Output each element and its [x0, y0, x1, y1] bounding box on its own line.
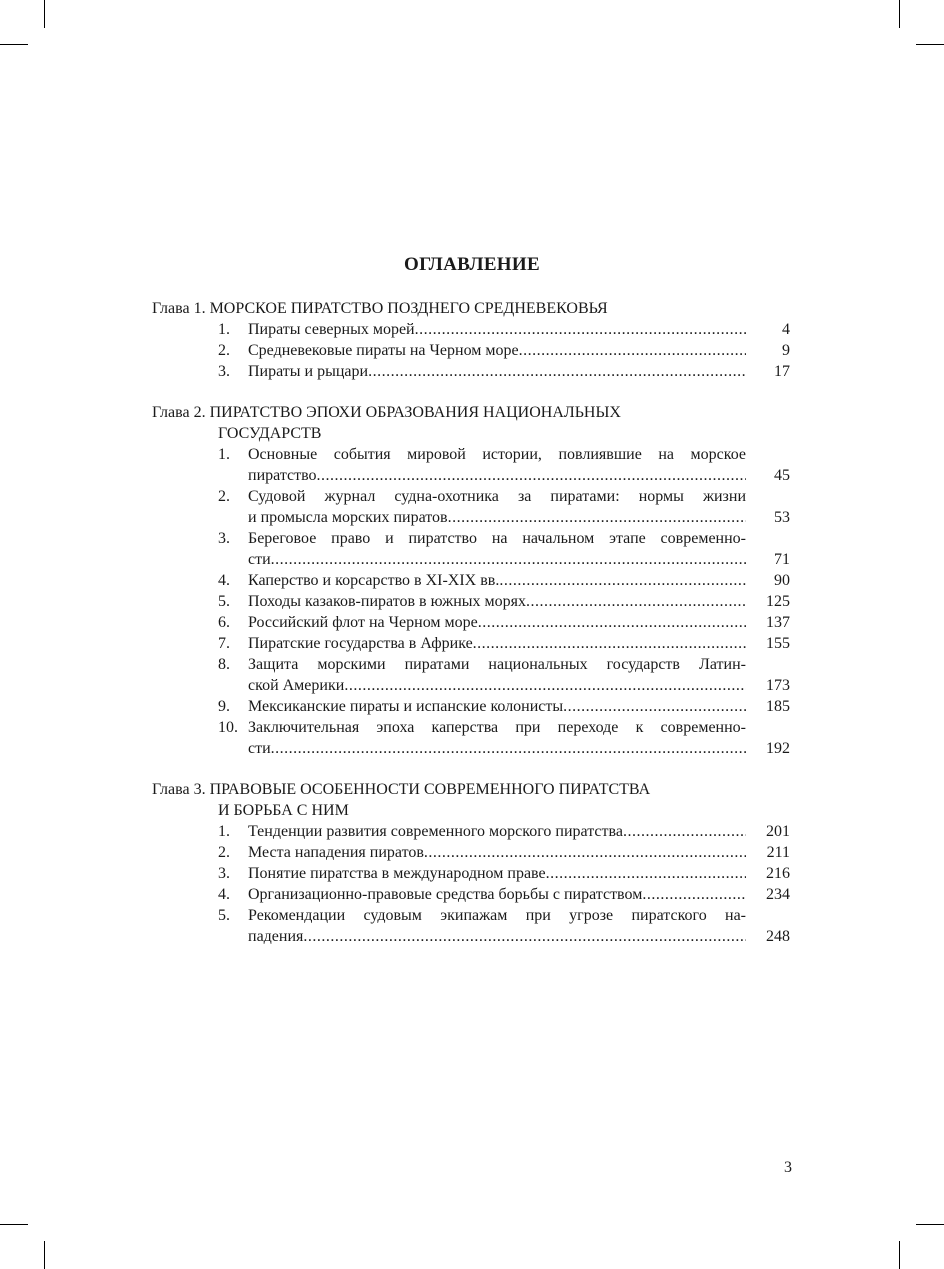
entry-page-number: 192: [766, 740, 790, 757]
page-number: 3: [784, 1159, 792, 1176]
crop-mark-bottom-right-h: [916, 1224, 944, 1225]
chapter-heading: [152, 402, 792, 423]
toc-entry[interactable]: [152, 633, 792, 654]
entry-page-number: 211: [766, 844, 790, 861]
entry-line: Заключительная эпоха каперства при переходе к современно-: [248, 719, 746, 736]
entry-number: 1.: [218, 446, 230, 463]
entry-page-number: 155: [766, 635, 790, 652]
dot-leader: [642, 884, 746, 905]
toc-entry[interactable]: [152, 884, 792, 905]
crop-mark-top-right-h: [916, 44, 944, 45]
toc-entry[interactable]: [152, 654, 792, 696]
toc-entry[interactable]: [152, 905, 792, 947]
entry-page-number: 137: [766, 614, 790, 631]
chapter-3: [152, 779, 792, 947]
entry-leader-line: [248, 738, 746, 759]
entry-title: пиратство: [248, 467, 317, 484]
entry-leader-line: [248, 675, 746, 696]
toc-entry[interactable]: [152, 612, 792, 633]
toc-entry[interactable]: [152, 361, 792, 382]
entry-page-number: 9: [782, 342, 790, 359]
dot-leader: [424, 842, 746, 863]
entry-text: [248, 654, 746, 696]
chapter-prefix: Глава 2.: [152, 404, 206, 421]
entry-page-number: 53: [774, 509, 790, 526]
crop-mark-bottom-left-h: [0, 1224, 28, 1225]
entry-title: Каперство и корсарство в XI-XIX вв.: [248, 572, 500, 589]
entry-number: 5.: [218, 593, 230, 610]
crop-mark-top-left-v: [44, 0, 45, 28]
entry-text: [248, 821, 746, 842]
entry-number: 4.: [218, 886, 230, 903]
chapter-1: [152, 298, 792, 382]
entry-leader-line: [248, 549, 746, 570]
entry-leader-line: [248, 696, 746, 717]
chapter-title-continued: И БОРЬБА С НИМ: [218, 802, 349, 819]
entry-number: 5.: [218, 907, 230, 924]
dot-leader: [344, 675, 746, 696]
entry-text: [248, 905, 746, 947]
entry-leader-line: [248, 591, 746, 612]
toc-entry[interactable]: [152, 528, 792, 570]
entry-leader-line: [248, 612, 746, 633]
entry-number: 6.: [218, 614, 230, 631]
entry-title: ской Америки: [248, 677, 345, 694]
section-list: [152, 319, 792, 382]
entry-text: [248, 486, 746, 528]
entry-number: 10.: [218, 719, 238, 736]
entry-text: [248, 444, 746, 486]
entry-number: 8.: [218, 656, 230, 673]
toc-entry[interactable]: [152, 863, 792, 884]
crop-mark-bottom-right-v: [899, 1241, 900, 1269]
dot-leader: [271, 738, 746, 759]
entry-number: 2.: [218, 342, 230, 359]
toc-entry[interactable]: [152, 444, 792, 486]
entry-page-number: 17: [774, 363, 790, 380]
toc-entry[interactable]: [152, 570, 792, 591]
entry-number: 2.: [218, 844, 230, 861]
entry-page-number: 234: [766, 886, 790, 903]
entry-line: Основные события мировой истории, повлиявшие на морское: [248, 446, 746, 463]
dot-leader: [526, 591, 746, 612]
entry-page-number: 4: [782, 321, 790, 338]
entry-title: Средневековые пираты на Черном море: [248, 342, 519, 359]
dot-leader: [368, 361, 746, 382]
entry-leader-line: [248, 863, 746, 884]
page-title: ОГЛАВЛЕНИЕ: [404, 254, 540, 275]
dot-leader: [271, 549, 746, 570]
entry-number: 3.: [218, 363, 230, 380]
dot-leader: [415, 319, 746, 340]
crop-mark-bottom-left-v: [44, 1241, 45, 1269]
toc-entry[interactable]: [152, 340, 792, 361]
entry-page-number: 45: [774, 467, 790, 484]
chapter-prefix: Глава 1.: [152, 300, 206, 317]
dot-leader: [478, 612, 746, 633]
toc-entry[interactable]: [152, 486, 792, 528]
entry-page-number: 185: [766, 698, 790, 715]
dot-leader: [563, 696, 746, 717]
entry-title: Мексиканские пираты и испанские колонисты: [248, 698, 564, 715]
entry-leader-line: [248, 926, 746, 947]
toc-entry[interactable]: [152, 842, 792, 863]
entry-text: [248, 863, 746, 884]
entry-number: 3.: [218, 865, 230, 882]
entry-title: сти: [248, 551, 271, 568]
toc-entry[interactable]: [152, 717, 792, 759]
toc-entry[interactable]: [152, 591, 792, 612]
entry-number: 3.: [218, 530, 230, 547]
entry-number: 9.: [218, 698, 230, 715]
entry-title: Пираты и рыцари: [248, 363, 369, 380]
dot-leader: [546, 863, 746, 884]
dot-leader: [473, 633, 746, 654]
entry-title: Организационно-правовые средства борьбы с пиратством: [248, 886, 643, 903]
entry-leader-line: [248, 884, 746, 905]
entry-text: [248, 340, 746, 361]
entry-number: 1.: [218, 823, 230, 840]
entry-text: [248, 884, 746, 905]
entry-number: 4.: [218, 572, 230, 589]
entry-page-number: 90: [774, 572, 790, 589]
entry-title: Понятие пиратства в международном праве: [248, 865, 546, 882]
dot-leader: [499, 570, 746, 591]
entry-line: Рекомендации судовым экипажам при угрозе пиратского на-: [248, 907, 746, 924]
entry-title: падения: [248, 928, 304, 945]
entry-title: Походы казаков-пиратов в южных морях: [248, 593, 526, 610]
entry-text: [248, 361, 746, 382]
chapter-title: МОРСКОЕ ПИРАТСТВО ПОЗДНЕГО СРЕДНЕВЕКОВЬЯ: [209, 300, 608, 317]
entry-line: Судовой журнал судна-охотника за пиратами: нормы жизни: [248, 488, 746, 505]
entry-page-number: 125: [766, 593, 790, 610]
chapter-title-continued: ГОСУДАРСТВ: [218, 425, 322, 442]
entry-page-number: 71: [774, 551, 790, 568]
entry-text: [248, 528, 746, 570]
entry-text: [248, 570, 746, 591]
entry-text: [248, 633, 746, 654]
entry-leader-line: [248, 361, 746, 382]
entry-page-number: 173: [766, 677, 790, 694]
entry-leader-line: [248, 507, 746, 528]
entry-title: Пиратские государства в Африке: [248, 635, 473, 652]
toc-entry[interactable]: [152, 319, 792, 340]
entry-number: 7.: [218, 635, 230, 652]
toc-entry[interactable]: [152, 821, 792, 842]
entry-page-number: 248: [766, 928, 790, 945]
entry-leader-line: [248, 842, 746, 863]
section-list: [152, 821, 792, 947]
entry-text: [248, 696, 746, 717]
entry-leader-line: [248, 465, 746, 486]
table-of-contents: [152, 298, 792, 967]
chapter-title: ПИРАТСТВО ЭПОХИ ОБРАЗОВАНИЯ НАЦИОНАЛЬНЫХ: [209, 404, 621, 421]
entry-title: сти: [248, 740, 271, 757]
entry-page-number: 201: [766, 823, 790, 840]
entry-number: 2.: [218, 488, 230, 505]
entry-leader-line: [248, 633, 746, 654]
chapter-2: [152, 402, 792, 759]
entry-text: [248, 717, 746, 759]
entry-line: Береговое право и пиратство на начальном этапе современно-: [248, 530, 746, 547]
crop-mark-top-right-v: [899, 0, 900, 28]
entry-text: [248, 591, 746, 612]
crop-mark-top-left-h: [0, 44, 28, 45]
chapter-prefix: Глава 3.: [152, 781, 206, 798]
entry-line: Защита морскими пиратами национальных государств Латин-: [248, 656, 746, 673]
chapter-title: ПРАВОВЫЕ ОСОБЕННОСТИ СОВРЕМЕННОГО ПИРАТСТВА: [209, 781, 651, 798]
toc-entry[interactable]: [152, 696, 792, 717]
dot-leader: [317, 465, 746, 486]
chapter-heading: [152, 298, 792, 319]
entry-leader-line: [248, 821, 746, 842]
section-list: [152, 444, 792, 759]
dot-leader: [623, 821, 746, 842]
entry-title: и промысла морских пиратов: [248, 509, 448, 526]
dot-leader: [519, 340, 746, 361]
entry-leader-line: [248, 319, 746, 340]
entry-title: Места нападения пиратов: [248, 844, 424, 861]
entry-title: Пираты северных морей: [248, 321, 415, 338]
dot-leader: [448, 507, 746, 528]
entry-text: [248, 842, 746, 863]
entry-leader-line: [248, 570, 746, 591]
entry-title: Российский флот на Черном море: [248, 614, 478, 631]
entry-page-number: 216: [766, 865, 790, 882]
entry-text: [248, 319, 746, 340]
chapter-heading: [152, 779, 792, 800]
entry-title: Тенденции развития современного морского пиратства: [248, 823, 623, 840]
entry-leader-line: [248, 340, 746, 361]
entry-text: [248, 612, 746, 633]
entry-number: 1.: [218, 321, 230, 338]
dot-leader: [303, 926, 746, 947]
